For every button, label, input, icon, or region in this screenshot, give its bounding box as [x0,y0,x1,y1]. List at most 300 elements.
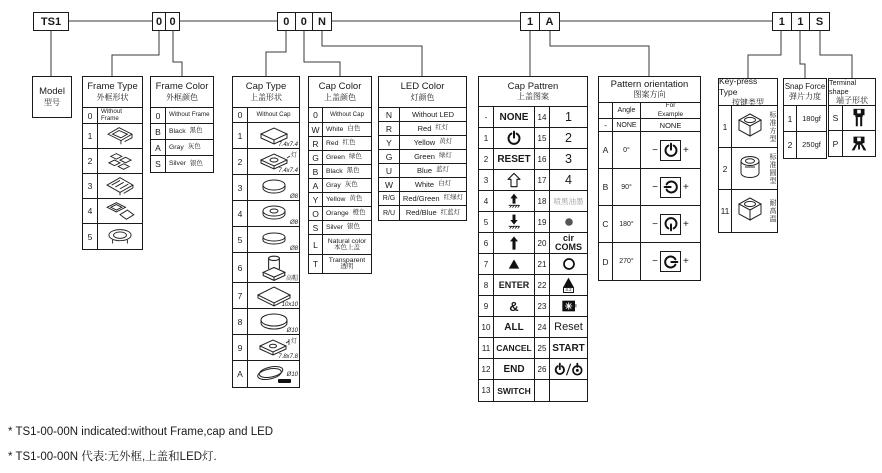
code-cell: 20 [535,233,550,253]
table-row [599,243,700,280]
code-cell: R [379,122,400,135]
code-cell: 12 [479,359,494,379]
label-zh: 本色上盖 [334,243,360,251]
cap-pattern-title-zh: 上盖图案 [517,92,549,102]
label-zh: 灰色 [187,143,201,151]
code-cell: 5 [233,227,248,252]
code-cell: W [309,123,323,136]
table-row [379,136,466,150]
code-cell: O [309,207,323,220]
table-row [829,106,875,131]
table-row [479,359,587,380]
table-row [309,123,371,137]
label-en: Red/Blue [405,208,437,218]
table-row [233,253,299,283]
code-cell: S [829,106,843,130]
code-cell: R/G [379,192,400,205]
label-en: White [414,179,435,189]
pattern-text: ALL [494,317,535,337]
table-row [379,192,466,206]
arrow-up-hatch-icon [506,193,522,209]
cap-color-title-zh: 上盖颜色 [324,92,356,102]
code-cell: 10 [479,317,494,337]
pattern-text: SWITCH [494,380,535,401]
code-cell: 25 [535,338,550,358]
code-cell: 3 [479,170,494,190]
code-cell: 1 [773,13,792,30]
label-en: Green [414,151,435,161]
code-cell: 1 [521,13,540,30]
code-cell: N [318,15,326,28]
table-row [479,254,587,275]
frame-style-4-icon [101,199,139,223]
snap-force-title-zh: 弹片力度 [789,91,821,101]
code-cell: 1 [719,106,732,147]
example-header: Example [657,110,684,118]
table-row [309,235,371,255]
table-row [151,140,213,156]
code-cell: 2 [719,148,732,189]
table-row [479,212,587,233]
table-row [309,179,371,193]
code-cell: 15 [535,128,550,148]
table-row [83,174,142,199]
table-row [233,309,299,335]
angle-cell: 90° [613,169,641,205]
code-cell: 23 [535,296,550,316]
code-cell: 1 [83,124,98,148]
label-zh: 红蓝灯 [440,208,461,216]
code-cell: 4 [233,201,248,226]
frame-color-title-en: Frame Color [155,81,209,93]
frame-type-title-zh: 外框形状 [96,92,129,102]
table-row [309,255,371,273]
code-cell: A [599,132,613,168]
orientation-title-zh: 图案方向 [633,90,666,100]
blank-cell [599,103,613,118]
cap-type-table [232,76,300,388]
dimension-label: 7.8x7.8 [278,354,298,360]
footnote-zh: * TS1-00-00N 代表:无外框,上盖和LED灯. [8,451,217,463]
table-row [233,361,299,387]
table-row [309,207,371,221]
led-color-title-zh: 灯颜色 [410,92,435,102]
force-value: 180gf [802,113,821,123]
frame-type-table [82,76,143,250]
code-cell: 5 [83,224,98,249]
label-zh: 黑色 [189,127,203,135]
code-cell: 24 [535,317,550,337]
dimension-label: 10x10 [281,302,298,308]
table-row [233,108,299,123]
label-en: Without Cap [329,110,365,118]
table-row [719,190,777,232]
pattern-text: RESET [494,149,535,169]
table-row [479,149,587,170]
pattern-text: 1 [565,110,572,124]
table-row [379,108,466,122]
code-box-switch [772,12,830,31]
label-en: Without LED [411,109,455,119]
cap-type-title-zh: 上盖形状 [250,92,282,102]
table-row [83,149,142,174]
code-cell: 0 [83,108,98,123]
label-zh: 白色 [347,125,361,133]
table-row [309,151,371,165]
frame-color-table [150,76,214,173]
table-row [233,201,299,227]
table-row [83,224,142,249]
code-cell: 0 [233,108,248,122]
label-zh: 红绿灯 [443,194,464,202]
dimension-label: 高帽 [285,276,298,282]
led-color-title-en: LED Color [400,81,445,93]
label-en: Black [169,127,186,135]
key-press-type-table [718,78,778,233]
code-cell: S [309,221,323,234]
code-cell: 11 [479,338,494,358]
label-zh: 黄灯 [439,138,453,146]
label-en: Yellow [326,195,346,203]
code-cell: - [479,107,494,127]
code-cell: 7 [233,283,248,308]
code-cell: 11 [719,190,732,232]
pattern-text: CANCEL [494,338,535,358]
code-cell: G [309,151,323,164]
code-cell: 26 [535,359,550,379]
label-en: Black [326,167,343,175]
table-row [83,199,142,224]
code-cell: 9 [479,296,494,316]
code-cell: - [599,119,613,131]
code-cell: T [309,255,323,273]
code-cell: 0 [169,15,176,28]
frame-style-5-icon [101,225,139,249]
code-cell: C [599,206,613,242]
table-row [233,227,299,253]
code-cell: A [151,140,166,155]
pattern-text: cir [562,233,574,243]
table-row [233,335,299,361]
label-en: Silver [326,223,343,231]
triangle-solid-icon [507,257,521,271]
table-row [599,132,700,169]
table-row [479,191,587,212]
angle-cell: 180° [613,206,641,242]
lamp-note: 灯 [290,339,297,345]
code-cell: 0 [296,13,314,30]
code-cell: 5 [479,212,494,232]
code-cell: 2 [83,149,98,173]
label-zh: 蓝灯 [436,166,449,174]
label-zh: 透明 [340,263,354,271]
table-row [233,175,299,201]
key-square-icon [737,111,763,143]
cap-ring-icon [252,202,296,226]
label-en: Yellow [413,137,436,147]
plus-sign: + [683,256,689,267]
orientation-title-en: Pattern orientation [610,78,689,90]
code-cell: 1 [479,128,494,148]
power-pair-icon [553,362,585,377]
code-box-pattern [520,12,560,31]
power-icon-rotated-90 [663,179,679,195]
code-cell: 14 [535,107,550,127]
table-row [379,122,466,136]
terminal-title-zh: 端子形状 [836,96,868,105]
table-row [599,169,700,206]
key-type-label: 耐高温 [769,199,776,223]
label-en: Red [326,139,339,147]
triangle-note: 4.2 [565,286,572,292]
terminal-straight-pins-icon [849,107,869,129]
code-cell: 22 [535,275,550,295]
label-cell: Without Frame [101,108,122,122]
table-row [379,164,466,178]
code-cell: 16 [535,149,550,169]
angle-cell: NONE [613,119,641,131]
arrow-up-outline-icon [506,172,522,188]
code-cell: 21 [535,254,550,274]
frame-style-3-icon [101,174,139,198]
label-en: Gray [169,143,184,151]
label-zh: 黑色 [346,167,360,175]
table-row [379,178,466,192]
code-cell: 3 [233,175,248,200]
cap-type-title-en: Cap Type [245,81,287,93]
model-title-zh: 型号 [44,97,60,107]
code-cell: 7 [479,254,494,274]
pattern-text: 喷黑油墨 [553,196,584,206]
pattern-text: 2 [565,131,572,145]
code-cell: 1 [233,123,248,148]
label-zh: 白灯 [438,180,452,188]
code-cell: 6 [479,233,494,253]
led-color-table [378,76,467,221]
power-icon-rotated-180 [663,216,679,232]
code-cell: A [309,179,323,192]
table-row [151,124,213,140]
power-icon-rotated-270 [663,254,679,270]
power-icon [506,130,522,146]
label-zh: 银色 [190,159,203,167]
code-cell: R/U [379,206,400,220]
label-cell: Without Cap [256,110,291,118]
pattern-text: START [552,342,585,354]
label-en: Silver [169,160,186,168]
dimension-label: Ø10 [286,328,298,334]
label-en: Green [326,153,345,161]
table-header-row [599,103,700,119]
pattern-text: COMS [555,242,582,252]
code-cell: L [309,235,323,254]
table-row [83,124,142,149]
frame-color-title-zh: 外框颜色 [166,92,198,102]
dimension-label: 7.4x7.4 [278,168,298,174]
code-cell: 13 [479,380,494,401]
table-row [309,193,371,207]
cap-color-title-en: Cap Color [318,81,362,93]
label-en: Orange [326,209,349,217]
dimension-label: 7.4x7.4 [278,142,298,148]
pattern-text: 4 [565,173,572,187]
code-cell: 2 [784,132,797,158]
code-cell: B [599,169,613,205]
snap-force-table [783,78,827,159]
dimension-label: Ø10 [286,372,298,378]
table-row [829,131,875,156]
model-box [32,76,72,118]
table-row [233,123,299,149]
label-zh: 绿灯 [438,152,452,160]
pattern-text: ENTER [494,275,535,295]
code-cell: B [309,165,323,178]
code-cell: 8 [479,275,494,295]
label-zh: 绿色 [348,153,362,161]
code-cell: S [815,15,824,28]
code-cell: 19 [535,212,550,232]
label-zh: 红色 [342,139,356,147]
pattern-text: NONE [494,107,535,127]
key-press-title-zh: 按键类型 [732,97,764,107]
cap-color-table [308,76,372,274]
table-row [719,106,777,148]
code-box-cap [277,12,332,31]
table-row [479,275,587,296]
code-cell: P [829,131,843,156]
code-cell: W [379,178,400,191]
table-row [309,165,371,179]
frame-style-2-icon [101,149,139,173]
code-cell: 18 [535,191,550,211]
cap-pattern-title-en: Cap Pattren [507,80,559,92]
arrow-up-solid-icon [506,235,522,251]
label-en: Red/Green [402,193,440,203]
table-row [479,338,587,359]
dimension-label: Ø8 [289,194,298,200]
angle-cell: 0° [613,132,641,168]
pattern-text: Reset [554,321,583,333]
table-row [309,137,371,151]
force-value: 250gf [802,140,821,150]
pattern-text: & [494,296,535,316]
table-row [479,170,587,191]
label-zh: 银色 [347,223,360,231]
minus-sign: − [652,256,658,267]
code-cell: 3 [83,174,98,198]
table-row [479,317,587,338]
power-icon [663,142,679,158]
code-cell: D [599,243,613,280]
code-cell: A [545,15,554,28]
code-cell: 4 [479,191,494,211]
label-zh: 红灯 [435,124,449,132]
label-zh: 灰色 [344,181,358,189]
code-box-model [33,12,69,31]
pattern-orientation-table [598,76,701,281]
dimension-label: Ø8 [289,246,298,252]
code-cell: TS1 [40,15,62,28]
table-row [479,296,587,317]
cap-thin-round-icon [252,228,296,252]
minus-sign: − [652,218,658,230]
table-row [83,108,142,124]
label-en: White [326,125,344,133]
table-row [479,380,587,401]
code-cell: 4 [83,199,98,223]
table-row [784,106,826,132]
example-header: For [665,102,676,109]
code-cell: Y [379,136,400,149]
pattern-text: END [494,359,535,379]
terminal-splayed-pins-icon [849,133,869,155]
table-row [599,119,700,132]
code-cell: 1 [792,13,811,30]
example-cell: NONE [659,120,682,130]
cap-pattern-table [478,76,588,402]
code-cell: 2 [479,149,494,169]
minus-sign: − [652,144,658,156]
table-row [479,128,587,149]
code-cell: 1 [784,106,797,131]
label-en: Transparent [328,257,366,265]
code-cell: A [233,361,248,387]
code-cell: 17 [535,170,550,190]
code-cell: 0 [153,13,166,30]
snap-force-title-en: Snap Force [784,82,826,92]
angle-header: Angle [613,103,641,118]
table-row [479,107,587,128]
code-cell: U [379,164,400,177]
code-cell: 6 [233,253,248,282]
table-row [233,283,299,309]
code-cell: 8 [233,309,248,334]
code-cell: 9 [233,335,248,360]
minus-sign: − [652,181,658,193]
plus-sign: + [683,181,689,193]
table-row [479,233,587,254]
label-zh: 黄色 [349,195,363,203]
pattern-text: 3 [565,152,572,166]
label-en: Natural color [327,237,367,245]
table-row [233,149,299,175]
label-zh: 橙色 [352,209,366,217]
label-en: Without Frame [169,111,210,119]
code-cell: N [379,108,400,121]
code-cell: G [379,150,400,163]
code-cell: 0 [309,108,323,122]
code-box-frame [152,12,180,31]
angle-cell: 270° [613,243,641,280]
table-row [309,108,371,123]
table-row [784,132,826,158]
frame-style-1-icon [101,124,139,148]
star-block-icon [561,298,577,314]
table-row [151,156,213,172]
table-row [309,221,371,235]
code-cell: 0 [151,108,166,123]
code-cell: Y [309,193,323,206]
pattern-text [550,380,587,401]
terminal-title-en: Terminal shape [829,78,857,96]
key-heat-resistant-icon [737,195,763,227]
table-row [379,206,466,220]
arrow-down-hatch-icon [506,214,522,230]
lamp-note: 灯 [290,153,297,159]
model-title-en: Model [39,86,65,98]
table-row [599,206,700,243]
terminal-shape-table [828,78,876,157]
